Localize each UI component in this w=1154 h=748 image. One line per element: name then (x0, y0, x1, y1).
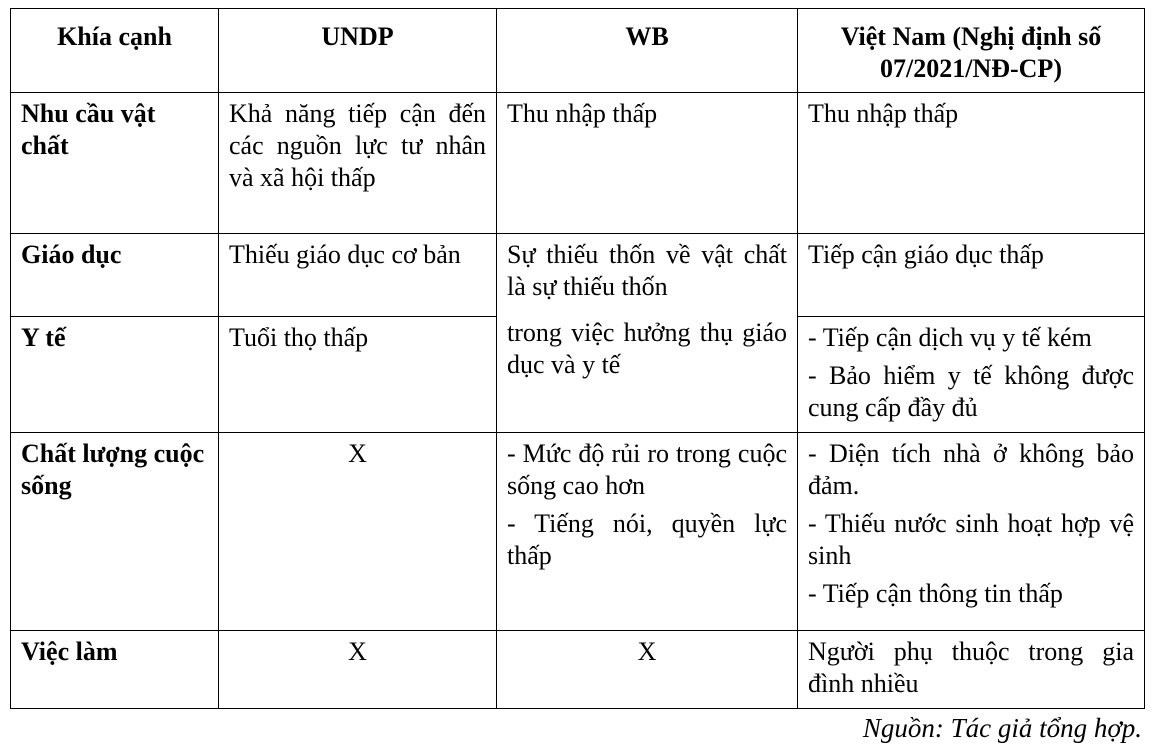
vietnam-quality-item: - Tiếp cận thông tin thấp (808, 579, 1063, 608)
aspect-employment: Việc làm (11, 631, 219, 709)
vietnam-employment: Người phụ thuộc trong gia đình nhiều (798, 631, 1145, 709)
undp-education: Thiếu giáo dục cơ bản (219, 234, 497, 317)
table-row-quality-of-life (11, 433, 1145, 631)
aspect-quality-of-life: Chất lượng cuộc sống (11, 433, 219, 631)
wb-material-needs: Thu nhập thấp (497, 93, 798, 234)
vietnam-material-needs: Thu nhập thấp (798, 93, 1145, 234)
wb-education-health-line-2: trong việc hưởng thụ giáo dục và y tế (507, 318, 787, 379)
vietnam-quality-of-life (798, 433, 1145, 631)
table-header-row (11, 9, 1145, 93)
header-wb: WB (497, 9, 798, 93)
vietnam-health-item: - Bảo hiểm y tế không được cung cấp đầy đủ (808, 361, 1134, 422)
wb-employment: X (497, 631, 798, 709)
wb-education-health-line-1: Sự thiếu thốn về vật chất là sự thiếu thốn (507, 240, 787, 301)
vietnam-health-item: - Tiếp cận dịch vụ y tế kém (808, 323, 1092, 352)
comparison-table (10, 8, 1145, 709)
undp-material-needs: Khả năng tiếp cận đến các nguồn lực tư nhân và xã hội thấp (219, 93, 497, 234)
header-vietnam: Việt Nam (Nghị định số 07/2021/NĐ-CP) (798, 9, 1145, 93)
vietnam-education: Tiếp cận giáo dục thấp (798, 234, 1145, 317)
header-aspect: Khía cạnh (11, 9, 219, 93)
aspect-health: Y tế (11, 317, 219, 433)
vietnam-health (798, 317, 1145, 433)
source-note: Nguồn: Tác giả tổng hợp. (862, 713, 1142, 743)
table-row-employment (11, 631, 1145, 709)
wb-quality-item: - Mức độ rủi ro trong cuộc sống cao hơn (507, 439, 787, 500)
table-row-education (11, 234, 1145, 317)
wb-quality-item: - Tiếng nói, quyền lực thấp (507, 509, 787, 570)
undp-health: Tuổi thọ thấp (219, 317, 497, 433)
wb-quality-of-life (497, 433, 798, 631)
vietnam-quality-item: - Thiếu nước sinh hoạt hợp vệ sinh (808, 509, 1134, 570)
vietnam-quality-item: - Diện tích nhà ở không bảo đảm. (808, 439, 1134, 500)
undp-quality-of-life: X (219, 433, 497, 631)
undp-employment: X (219, 631, 497, 709)
aspect-material-needs: Nhu cầu vật chất (11, 93, 219, 234)
header-undp: UNDP (219, 9, 497, 93)
table-row-material-needs (11, 93, 1145, 234)
aspect-education: Giáo dục (11, 234, 219, 317)
wb-education-health (497, 234, 798, 433)
